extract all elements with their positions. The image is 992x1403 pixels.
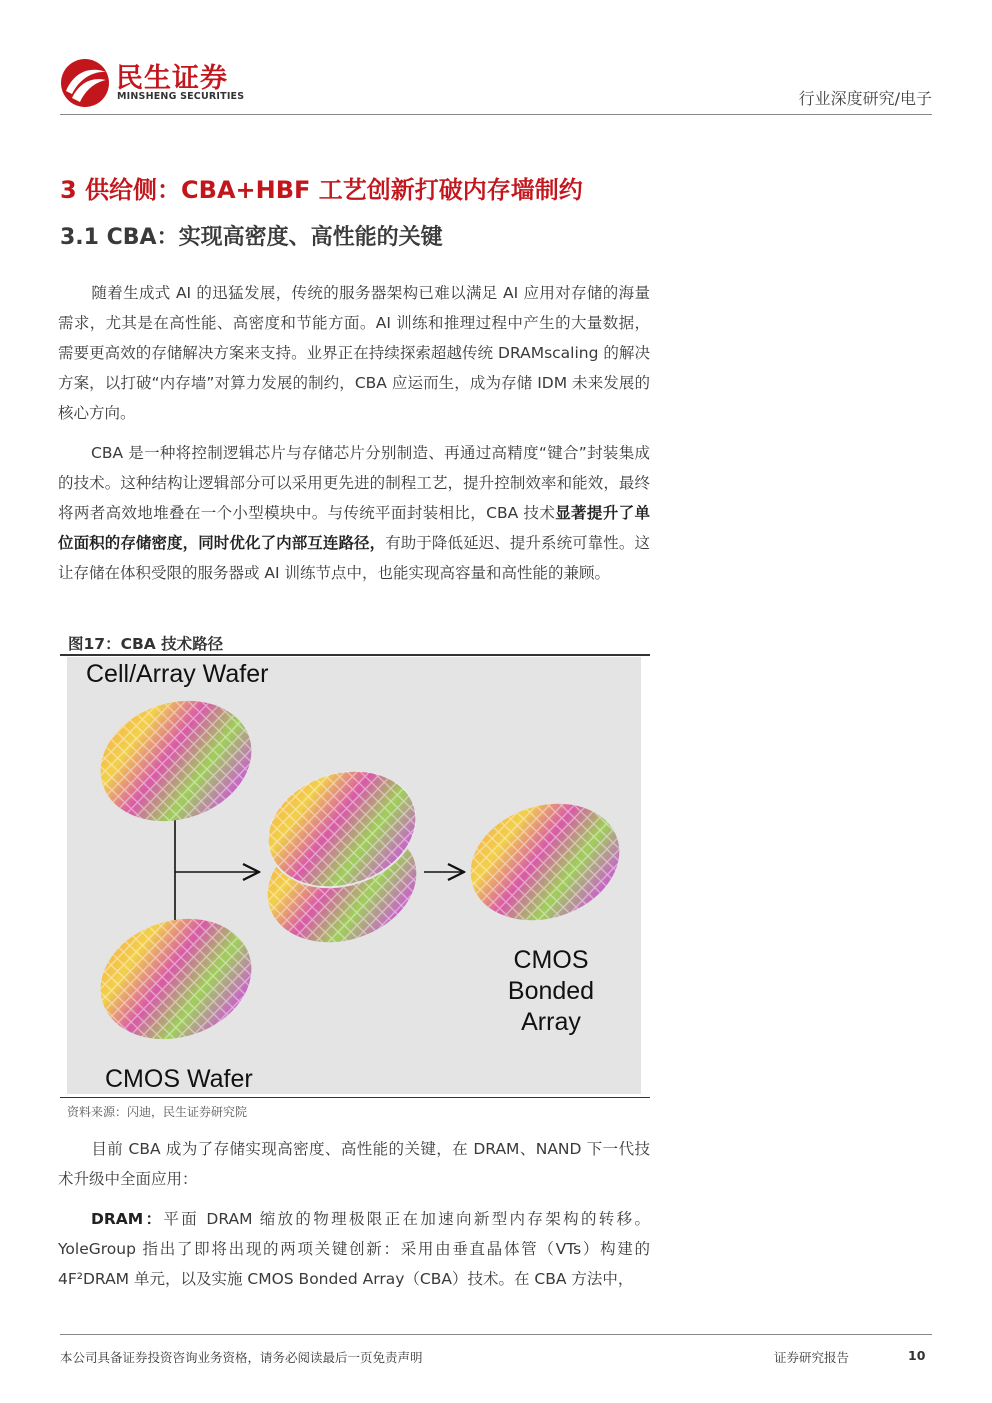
paragraph-cba-lead: CBA 是一种将控制逻辑芯片与存储芯片分别制造、再通过高精度“键合”封装集成的技术。这种结构让逻辑部分可以采用更先进的制程工艺，提升控制效率和能效，最终将两者高效地堆叠在一个小型模块中。与传统平面封装相比，CBA 技术 <box>58 444 650 522</box>
label-result-line1: CMOS <box>513 946 589 974</box>
paragraph-cba-bold: 显著提升了单位面积的存储密度，同时优化了内部互连路径， <box>58 504 650 552</box>
page-number: 10 <box>908 1348 926 1363</box>
header-category: 行业深度研究/电子 <box>798 89 932 108</box>
cba-process-diagram <box>67 657 641 1094</box>
footer-disclaimer: 本公司具备证券投资咨询业务资格，请务必阅读最后一页免责声明 <box>60 1350 423 1365</box>
cba-process-figure <box>67 657 641 1094</box>
paragraph-dram-lead: DRAM： <box>91 1210 164 1228</box>
logo-text-en: MINSHENG SECURITIES <box>117 91 245 102</box>
section-heading: 3 供给侧：CBA+HBF 工艺创新打破内存墙制约 <box>60 176 583 204</box>
figure-top-rule <box>60 654 650 656</box>
subsection-heading: 3.1 CBA：实现高密度、高性能的关键 <box>60 225 443 250</box>
paragraph-cba-application-text: 目前 CBA 成为了存储实现高密度、高性能的关键，在 DRAM、NAND 下一代技术升级中全面应用： <box>58 1140 650 1188</box>
bonded-array-wafer <box>455 785 634 938</box>
label-result-line3: Array <box>521 1008 581 1036</box>
figure-caption: 图17：CBA 技术路径 <box>68 635 224 653</box>
logo-text-cn: 民生证券 <box>116 63 228 94</box>
paragraph-cba-tail: 有助于降低延迟、提升系统可靠性。这让存储在体积受限的服务器或 AI 训练节点中，也能实现高容量和高性能的兼顾。 <box>58 534 650 582</box>
label-cmos-wafer: CMOS Wafer <box>105 1065 253 1093</box>
paragraph-cba-definition <box>58 438 650 588</box>
paragraph-cba-application <box>58 1134 650 1194</box>
footer-report-type: 证券研究报告 <box>774 1350 850 1365</box>
footer-divider <box>60 1334 932 1335</box>
header-divider <box>60 114 932 115</box>
cmos-wafer <box>85 900 267 1058</box>
paragraph-intro-text: 随着生成式 AI 的迅猛发展，传统的服务器架构已难以满足 AI 应用对存储的海量需求，尤其是在高性能、高密度和节能方面。AI 训练和推理过程中产生的大量数据，需要更高效的存储解决方案来支持。业界正在持续探索超越传统 DRAMscaling 的解决方案，以打破“内存墙”对算力发展的制约，CBA 应运而生，成为存储 IDM 未来发展的核心方向。 <box>58 284 650 422</box>
figure-bottom-rule <box>60 1097 650 1098</box>
label-result-line2: Bonded <box>507 977 595 1005</box>
paragraph-dram-text: 平面 DRAM 缩放的物理极限正在加速向新型内存架构的转移。YoleGroup 指出了即将出现的两项关键创新：采用由垂直晶体管（VTs）构建的 4F²DRAM 单元，以及实施 CMOS Bonded Array（CBA）技术。在 CBA 方法中， <box>58 1210 650 1288</box>
cell-array-wafer <box>85 682 267 840</box>
label-cell-array-wafer: Cell/Array Wafer <box>86 660 269 688</box>
paragraph-dram <box>58 1204 650 1294</box>
paragraph-intro <box>58 278 650 428</box>
minsheng-logo-icon <box>60 58 110 108</box>
figure-source: 资料来源：闪迪，民生证券研究院 <box>67 1105 248 1119</box>
